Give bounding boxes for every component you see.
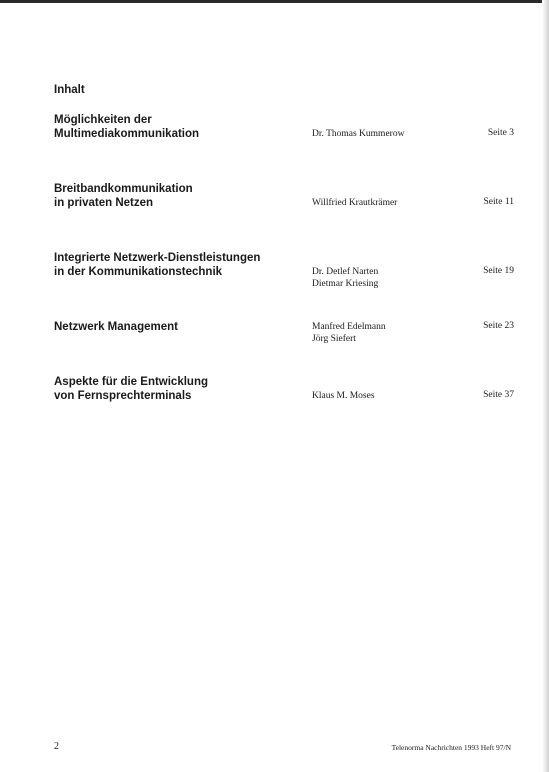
toc-entry-page: Seite 23 <box>483 321 514 331</box>
toc-entry-page: Seite 11 <box>483 197 514 207</box>
toc-entry-title-line: Aspekte für die Entwicklung <box>54 376 208 388</box>
toc-entry-title <box>54 182 304 210</box>
toc-entry-page: Seite 19 <box>483 266 514 276</box>
toc-entry-title-line: in der Kommunikationstechnik <box>54 266 223 278</box>
toc-entry-title-line: Multimediakommunikation <box>54 128 200 140</box>
toc-entry-title-line: Netzwerk Management <box>54 321 178 333</box>
toc-entry-title <box>54 375 304 403</box>
scan-edge-top <box>0 0 549 3</box>
toc-entry-title <box>54 251 304 279</box>
toc-entry-author: Willfried Krautkrämer <box>312 198 398 208</box>
toc-entry-authors <box>312 321 386 345</box>
toc-entry-author: Jörg Siefert <box>312 334 356 344</box>
toc-entry-title-line: Integrierte Netzwerk-Dienstleistungen <box>54 252 261 264</box>
toc-entry-title-line: Breitbandkommunikation <box>54 183 193 195</box>
footer-page-number: 2 <box>54 741 59 752</box>
toc-entry-authors <box>312 128 404 140</box>
toc-entry-page: Seite 37 <box>483 390 514 400</box>
footer-publication: Telenorma Nachrichten 1993 Heft 97/N <box>391 743 511 752</box>
toc-entry-page: Seite 3 <box>487 128 514 138</box>
toc-entry-title-line: Möglichkeiten der <box>54 114 152 126</box>
toc-entry-authors <box>312 266 378 290</box>
toc-entry-authors <box>312 197 397 209</box>
toc-entry-title-line: von Fernsprechterminals <box>54 390 192 402</box>
toc-entry-authors <box>312 390 375 402</box>
toc-entry-author: Dr. Detlef Narten <box>312 267 379 277</box>
toc-entry-author: Klaus M. Moses <box>312 391 375 401</box>
toc-entry-author: Manfred Edelmann <box>312 322 386 332</box>
toc-entry-title <box>54 320 304 334</box>
toc-entry-title <box>54 113 304 141</box>
toc-entry-author: Dietmar Kriesing <box>312 279 379 289</box>
scan-edge-right <box>542 0 549 772</box>
contents-heading: Inhalt <box>54 84 85 96</box>
toc-entry-author: Dr. Thomas Kummerow <box>312 129 405 139</box>
toc-entry-title-line: in privaten Netzen <box>54 197 154 209</box>
